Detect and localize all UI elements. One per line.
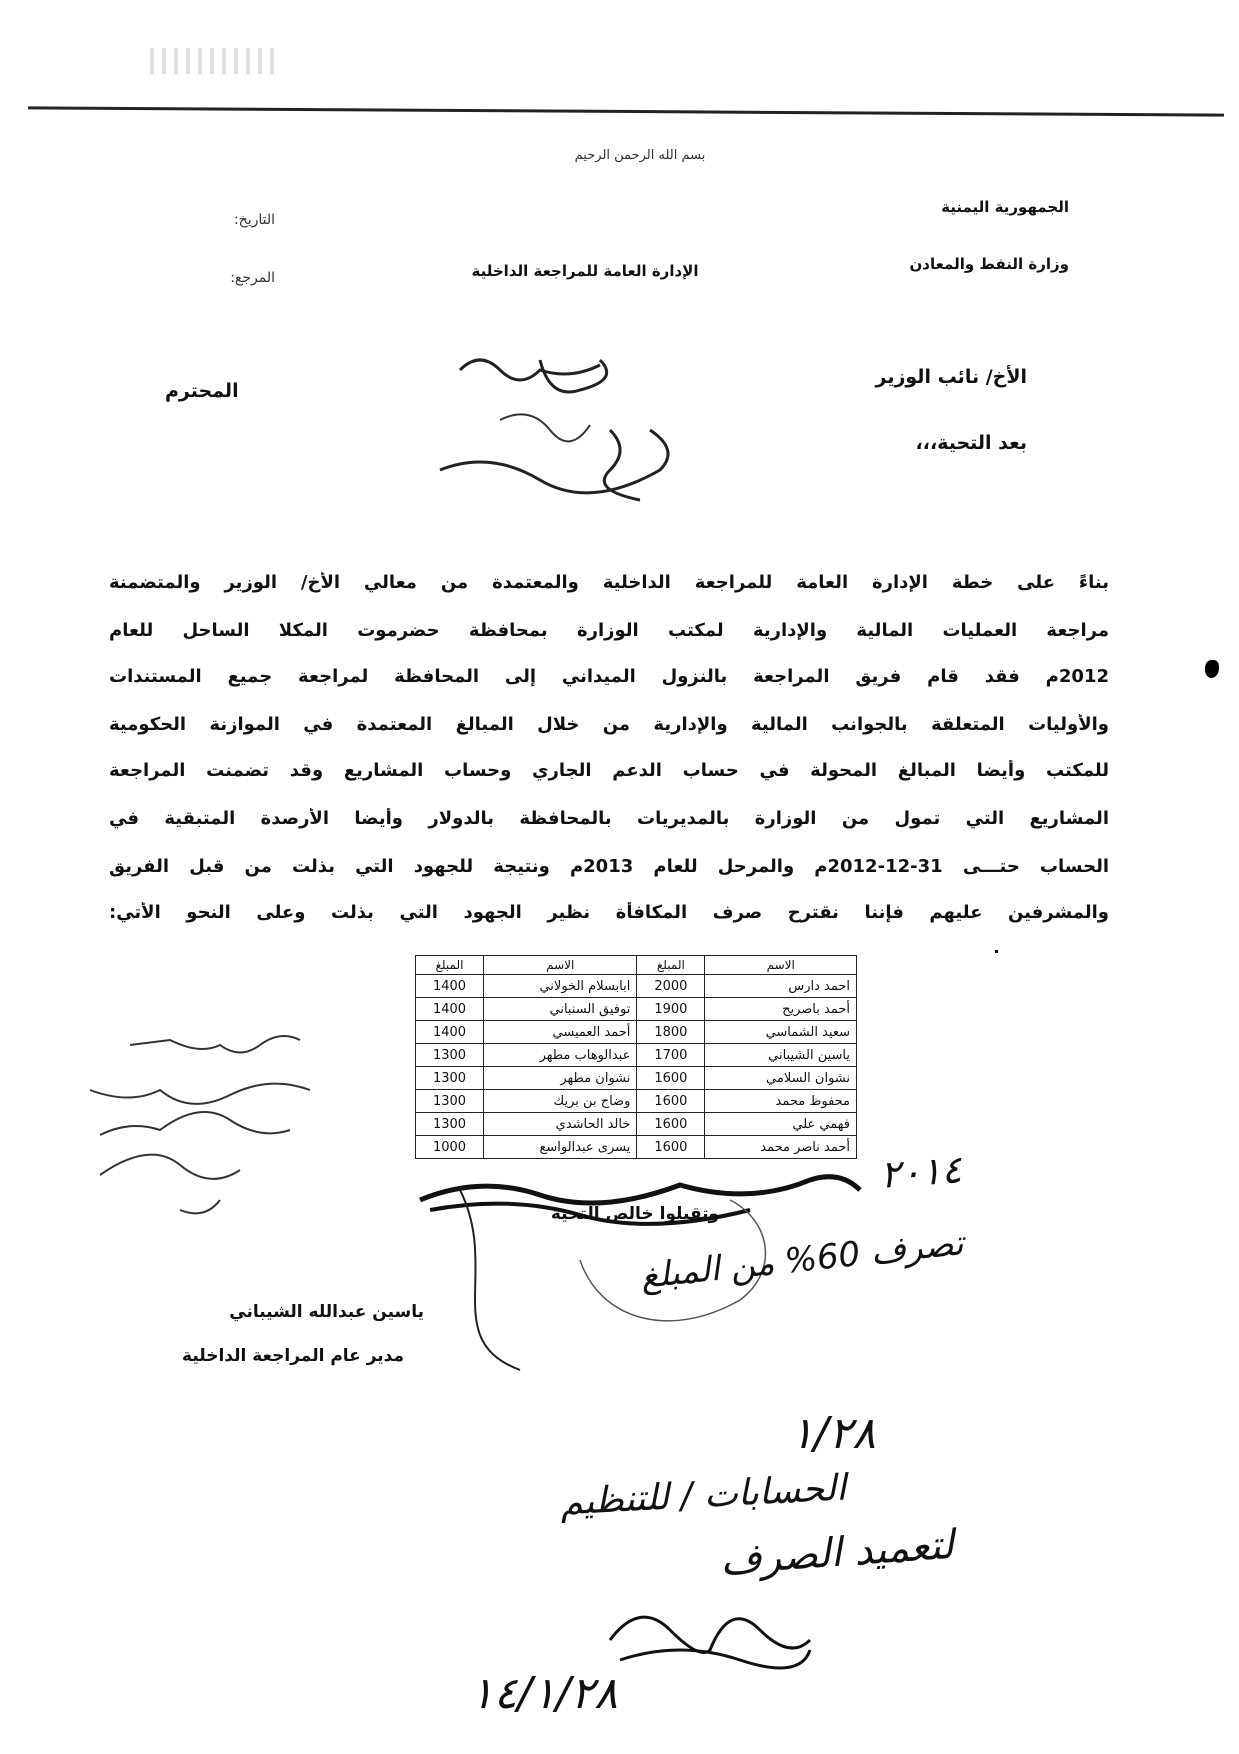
- table-cell: 1400: [416, 1021, 484, 1044]
- table-cell: 1300: [416, 1044, 484, 1067]
- body-line-8: والمشرفين عليهم فإننا نقترح صرف المكافأة نظير الجهود التي بذلت وعلى النحو الأتي:: [109, 902, 1109, 923]
- table-cell: 1300: [416, 1090, 484, 1113]
- table-cell: عبدالوهاب مطهر: [484, 1044, 637, 1067]
- table-cell: 1400: [416, 998, 484, 1021]
- table-row: [416, 1136, 857, 1159]
- table-header-row: [416, 956, 857, 975]
- table-cell: 1900: [637, 998, 705, 1021]
- handwritten-action: لتعميد الصرف: [718, 1521, 956, 1585]
- table-cell: 1700: [637, 1044, 705, 1067]
- date-label: التاريخ:: [233, 212, 275, 228]
- handwritten-percent: تصرف 60% من المبلغ: [638, 1223, 966, 1297]
- table-row: [416, 1113, 857, 1136]
- reference-label: المرجع:: [230, 270, 275, 286]
- handwritten-accounts: الحسابات / للتنظيم: [559, 1467, 848, 1524]
- table-cell: 1400: [416, 975, 484, 998]
- ministry-name: وزارة النفط والمعادن: [909, 255, 1069, 273]
- table-cell: يسرى عبدالواسع: [484, 1136, 637, 1159]
- body-line-3: 2012م فقد قام فريق المراجعة بالنزول الميداني إلى المحافظة لمراجعة جميع المستندات: [109, 666, 1109, 687]
- table-cell: فهمي علي: [705, 1113, 857, 1136]
- table-cell: 1300: [416, 1113, 484, 1136]
- scan-smudge: [150, 48, 280, 74]
- col-header-name: الاسم: [705, 956, 857, 975]
- table-cell: نشوان السلامي: [705, 1067, 857, 1090]
- handwritten-date-mid: ١/٢٨: [790, 1408, 876, 1459]
- table-cell: سعيد الشماسي: [705, 1021, 857, 1044]
- table-cell: نشوان مطهر: [484, 1067, 637, 1090]
- signatory-name: ياسين عبدالله الشيباني: [229, 1302, 424, 1322]
- table-cell: 1600: [637, 1136, 705, 1159]
- table-row: [416, 1021, 857, 1044]
- handwritten-margin-note: [40, 1020, 340, 1250]
- table-cell: محفوظ محمد: [705, 1090, 857, 1113]
- table-cell: ياسين الشيباني: [705, 1044, 857, 1067]
- body-line-4: والأوليات المتعلقة بالجوانب المالية والإدارية من خلال المبالغ المعتمدة في الموازنة الحكومية: [109, 714, 1109, 735]
- table-cell: أحمد باصريح: [705, 998, 857, 1021]
- col-header-amount: المبلغ: [637, 956, 705, 975]
- table-cell: 1600: [637, 1113, 705, 1136]
- table-row: [416, 1044, 857, 1067]
- body-line-5: للمكتب وأيضا المبالغ المحولة في حساب الدعم الجاري وحساب المشاريع وقد تضمنت المراجعة: [109, 760, 1109, 781]
- signatory-title: مدير عام المراجعة الداخلية: [182, 1346, 404, 1366]
- col-header-amount: المبلغ: [416, 956, 484, 975]
- col-header-name: الاسم: [484, 956, 637, 975]
- table-cell: احمد دارس: [705, 975, 857, 998]
- table-cell: وضاح بن بريك: [484, 1090, 637, 1113]
- greeting: بعد التحية،،،: [915, 432, 1027, 454]
- basmala: بسم الله الرحمن الرحيم: [574, 148, 706, 163]
- table-cell: خالد الحاشدي: [484, 1113, 637, 1136]
- table-row: [416, 998, 857, 1021]
- table-cell: ابابسلام الخولاني: [484, 975, 637, 998]
- country-name: الجمهورية اليمنية: [941, 198, 1069, 216]
- table-cell: 1800: [637, 1021, 705, 1044]
- table-row: [416, 1090, 857, 1113]
- table-cell: 1000: [416, 1136, 484, 1159]
- table-cell: أحمد ناصر محمد: [705, 1136, 857, 1159]
- scan-mark: [1205, 660, 1219, 678]
- handwritten-year-top: ٢٠١٤: [878, 1147, 964, 1197]
- table-row: [416, 975, 857, 998]
- table-cell: 1600: [637, 1090, 705, 1113]
- awards-table: [415, 955, 857, 1159]
- closing-line: وتقبلوا خالص التحية: [550, 1204, 720, 1224]
- body-line-6: المشاريع التي تمول من الوزارة بالمديريات بالمحافظة بالدولار وأيضا الأرصدة المتبقية في: [109, 808, 1109, 829]
- bottom-signature: [600, 1590, 820, 1680]
- honorific: المحترم: [165, 380, 239, 402]
- handwritten-date-bottom: ١٤/١/٢٨: [470, 1668, 618, 1719]
- addressee: الأخ/ نائب الوزير: [875, 366, 1027, 388]
- table-cell: 2000: [637, 975, 705, 998]
- body-line-1: بناءً على خطة الإدارة العامة للمراجعة الداخلية والمعتمدة من معالي الأخ/ الوزير والمتضمنة: [109, 572, 1109, 593]
- handwritten-minute-top: [420, 340, 740, 510]
- scan-mark-small: [995, 950, 998, 953]
- body-line-2: مراجعة العمليات المالية والإدارية لمكتب الوزارة بمحافظة حضرموت المكلا الساحل للعام: [109, 620, 1109, 641]
- table-cell: 1300: [416, 1067, 484, 1090]
- header-rule: [28, 106, 1224, 116]
- table-cell: توفيق السنباني: [484, 998, 637, 1021]
- table-row: [416, 1067, 857, 1090]
- body-line-7: الحساب حتـــى 31-12-2012م والمرحل للعام 2013م ونتيجة للجهود التي بذلت من قبل الفريق: [109, 856, 1109, 877]
- table-cell: 1600: [637, 1067, 705, 1090]
- table-cell: أحمد العميسي: [484, 1021, 637, 1044]
- department-name: الإدارة العامة للمراجعة الداخلية: [471, 262, 699, 280]
